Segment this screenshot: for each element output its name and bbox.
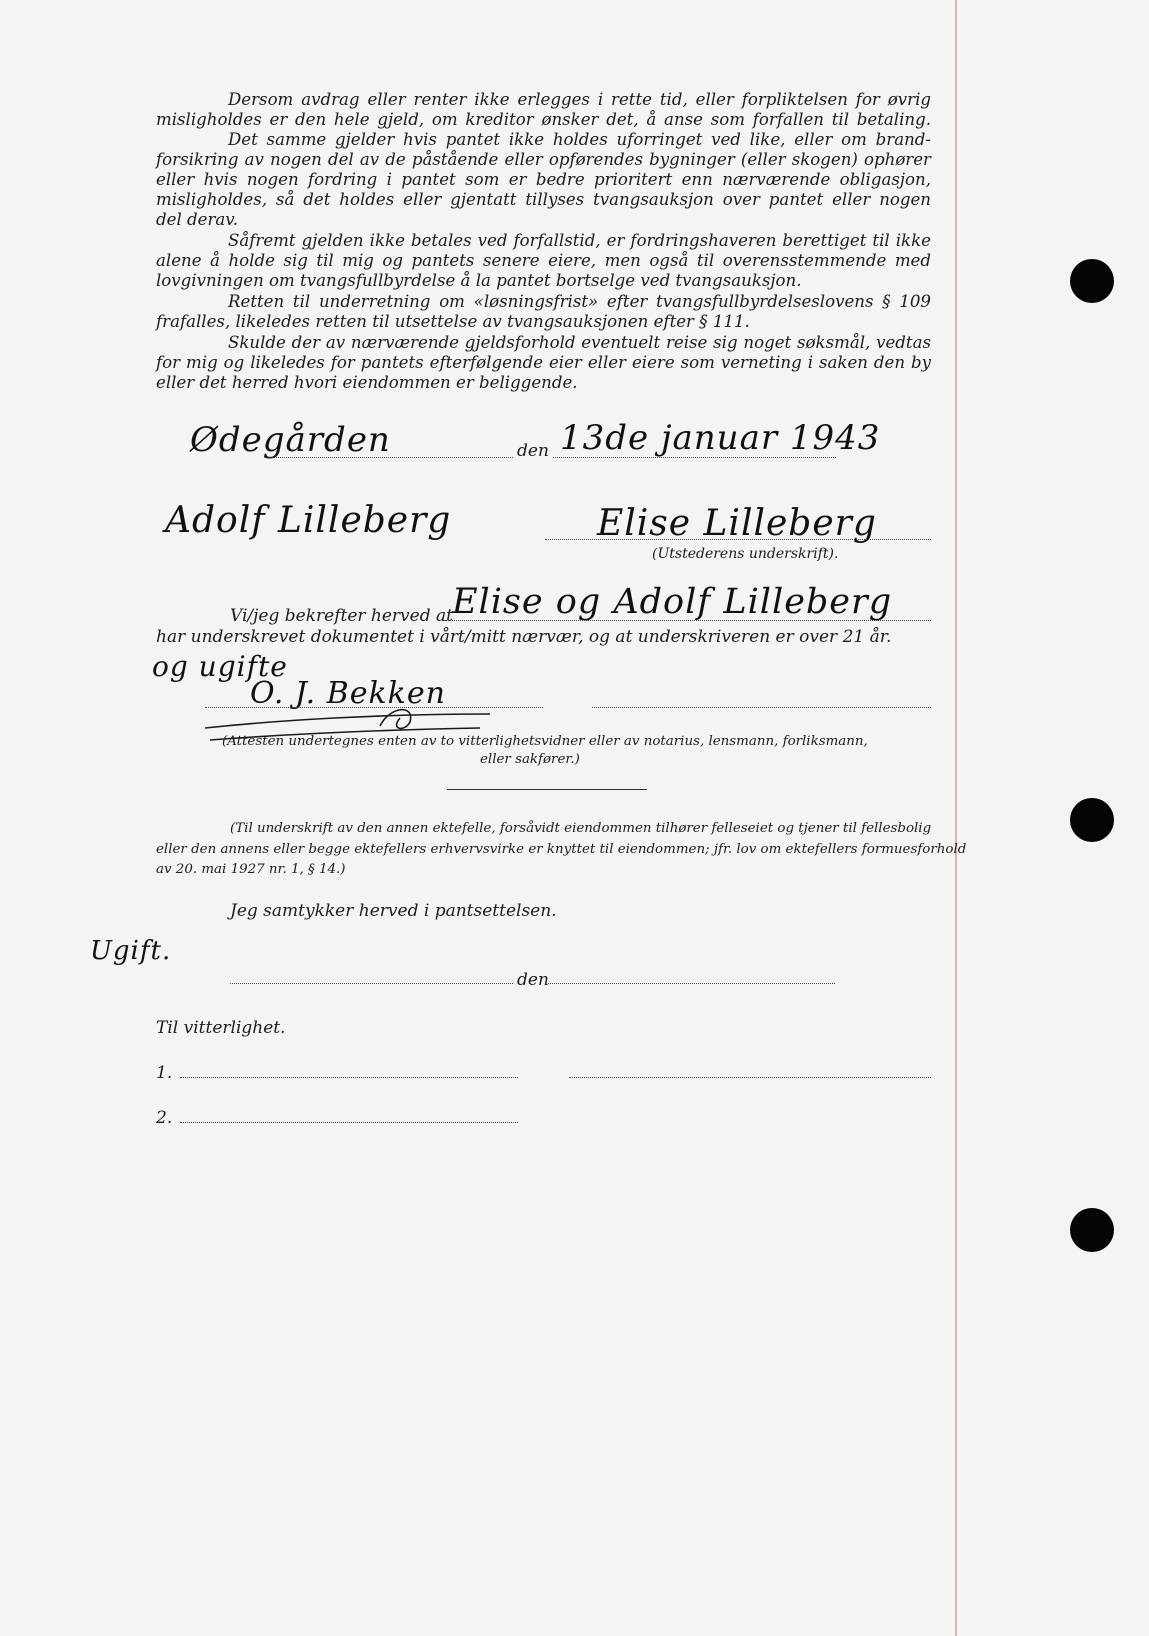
witness-line-1b	[569, 1077, 931, 1078]
signature-caption: (Utstederens underskrift).	[652, 546, 839, 562]
paragraph-line: forsikring av nogen del av de påstående eller opførendes bygninger (eller skogen) ophører	[156, 150, 931, 169]
witness-number-2: 2.	[156, 1108, 173, 1128]
paragraph-line: Dersom avdrag eller renter ikke erlegges i rette tid, eller forpliktelsen for øvrig	[228, 90, 931, 109]
date-dotted-line	[553, 457, 836, 458]
spouse-note-line: (Til underskrift av den annen ektefelle, forsåvidt eiendommen tilhører felleseiet og tjener til fellesbolig	[230, 821, 932, 836]
spouse-note-line: av 20. mai 1927 nr. 1, § 14.)	[156, 862, 346, 877]
margin-rule	[955, 0, 957, 1636]
den-label-2: den	[517, 970, 549, 990]
margin-note-2: Ugift.	[90, 936, 172, 966]
confirm-prefix: Vi/jeg bekrefter herved at	[230, 606, 453, 626]
punch-hole	[1070, 259, 1114, 303]
margin-note: og ugifte	[152, 650, 288, 683]
paragraph-line: del derav.	[156, 210, 238, 229]
paragraph-line: frafalles, likeledes retten til utsettelse av tvangsauksjonen efter § 111.	[156, 312, 750, 331]
witness-line-2	[180, 1122, 518, 1123]
paragraph-line: Såfremt gjelden ikke betales ved forfallstid, er fordringshaveren berettiget til ikke	[228, 231, 931, 250]
handwritten-names: Elise og Adolf Lilleberg	[452, 582, 893, 622]
handwritten-date: 13de januar 1943	[560, 418, 881, 458]
paragraph-line: misligholdes er den hele gjeld, om kreditor ønsker det, å anse som forfallen til betaling.	[156, 110, 931, 129]
handwritten-place: Ødegården	[190, 420, 391, 460]
witness-signature: O. J. Bekken	[250, 676, 446, 711]
attest-note-1: (Attesten undertegnes enten av to vitterlighetsvidner eller av notarius, lensmann, forliksmann,	[222, 734, 868, 749]
witness-heading: Til vitterlighet.	[156, 1018, 286, 1038]
separator-line	[447, 789, 647, 790]
signature-2: Elise Lilleberg	[597, 503, 877, 544]
consent-dotted-line-1	[230, 983, 513, 984]
paragraph-line: Retten til underretning om «løsningsfrist» efter tvangsfullbyrdelseslovens § 109	[228, 292, 931, 311]
witness-dotted-line-2	[592, 707, 931, 708]
paragraph-line: Det samme gjelder hvis pantet ikke holdes uforringet ved like, eller om brand-	[228, 130, 931, 149]
spouse-note-line: eller den annens eller begge ektefellers erhvervsvirke er knyttet til eiendommen; jfr. lov om ektefellers formuesforhold	[156, 842, 967, 857]
signature-1: Adolf Lilleberg	[165, 500, 452, 541]
confirm-line-2: har underskrevet dokumentet i vårt/mitt nærvær, og at underskriveren er over 21 år.	[156, 627, 892, 647]
consent-text: Jeg samtykker herved i pantsettelsen.	[230, 901, 557, 921]
place-dotted-line	[268, 457, 513, 458]
punch-hole	[1070, 1208, 1114, 1252]
paragraph-line: for mig og likeledes for pantets efterfølgende eier eller eiere som verneting i saken den by	[156, 353, 931, 372]
den-label: den	[517, 441, 549, 461]
witness-number-1: 1.	[156, 1063, 173, 1083]
names-dotted-line	[445, 620, 931, 621]
paragraph-line: misligholdes, så det holdes eller gjentatt tillyses tvangsauksjon over pantet eller nogen	[156, 190, 931, 209]
attest-note-2: eller sakfører.)	[480, 752, 580, 767]
paragraph-line: eller det herred hvori eiendommen er beliggende.	[156, 373, 578, 392]
paragraph-line: alene å holde sig til mig og pantets senere eiere, men også til overensstemmende med	[156, 251, 931, 270]
paragraph-line: lovgivningen om tvangsfullbyrdelse å la pantet bortselge ved tvangsauksjon.	[156, 271, 802, 290]
paragraph-line: Skulde der av nærværende gjeldsforhold eventuelt reise sig noget søksmål, vedtas	[228, 333, 931, 352]
signature-dotted-line	[545, 539, 931, 540]
consent-dotted-line-2	[548, 983, 835, 984]
paragraph-line: eller hvis nogen fordring i pantet som er bedre prioritert enn nærværende obligasjon,	[156, 170, 931, 189]
punch-hole	[1070, 798, 1114, 842]
witness-line-1a	[180, 1077, 518, 1078]
